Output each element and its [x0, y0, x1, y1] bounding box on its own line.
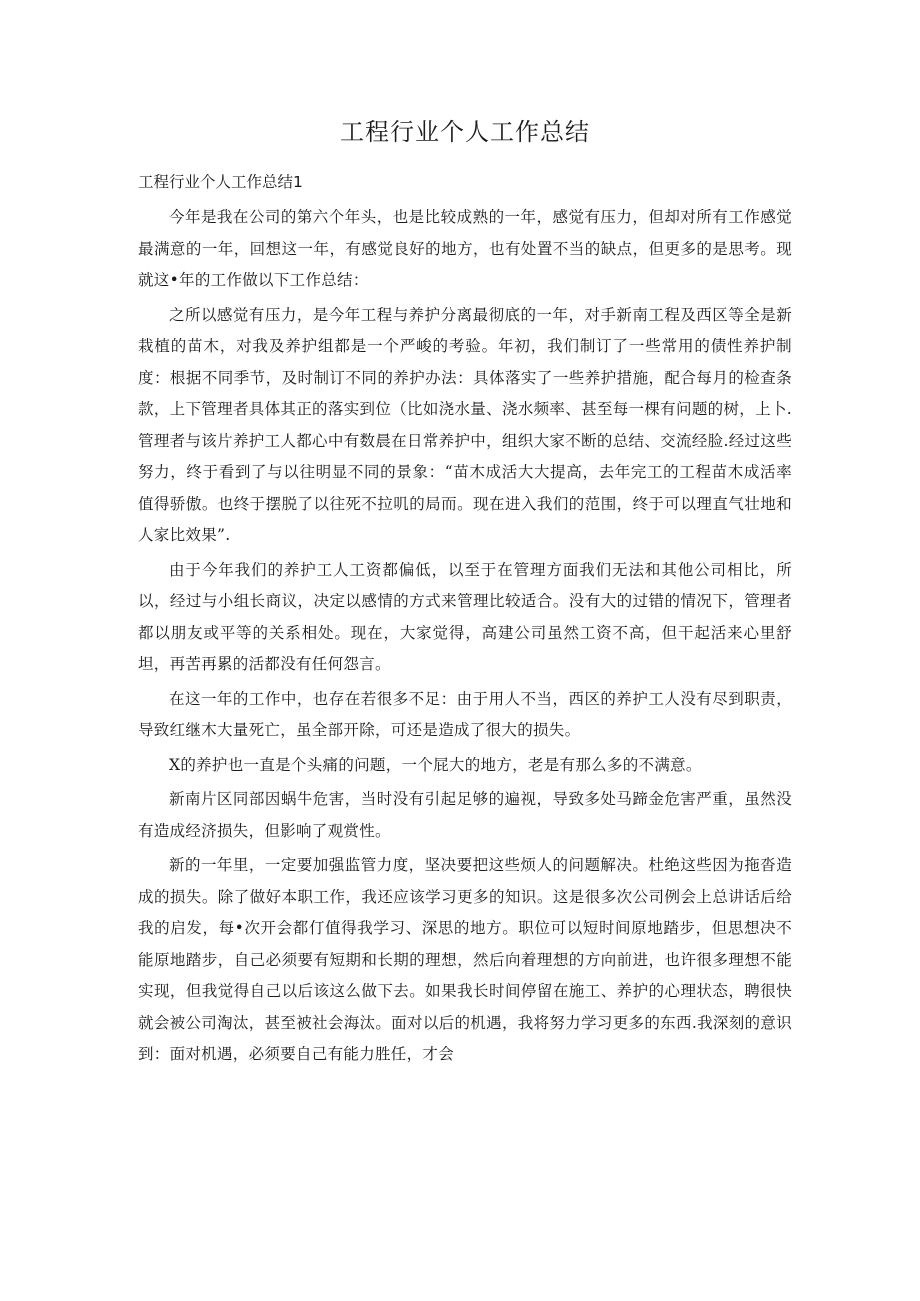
document-title: 工程行业个人工作总结	[340, 118, 590, 146]
paragraph-1: 今年是我在公司的第六个年头，也是比较成熟的一年，感觉有压力，但却对所有工作感觉最满意的一年，回想这一年，有感觉良好的地方，也有处置不当的缺点，但更多的是思考。现就这•年的工作做以下工作总结：	[138, 208, 792, 289]
paragraph-3: 由于今年我们的养护工人工资都偏低，以至于在管理方面我们无法和其他公司相比，所以，经过与小组长商议，决定以感情的方式来管理比较适合。没有大的过错的情况下，管理者都以朋友或平等的关系相处。现在，大家觉得，高建公司虽然工资不高，但干起活来心里舒坦，再苦再累的活都没有任何怨言。	[138, 560, 792, 673]
paragraph-5: X的养护也一直是个头痛的问题，一个屁大的地方，老是有那么多的不满意。	[169, 755, 702, 774]
paragraph-4: 在这一年的工作中，也存在若很多不足：由于用人不当，西区的养护工人没有尽到职责，导致红继木大量死亡，虽全部开除，可还是造成了很大的损失。	[138, 689, 792, 739]
paragraph-6: 新南片区同部因蜗牛危害，当时没有引起足够的遍视，导致多处马蹄金危害严重，虽然没有造成经济损失，但影响了观赏性。	[138, 790, 792, 840]
paragraph-2: 之所以感觉有压力，是今年工程与养护分离最彻底的一年，对手新南工程及西区等全是新栽植的苗木，对我及养护组都是一个严峻的考验。年初，我们制订了一些常用的债性养护制度：根据不同季节，及时制订不同的养护办法：具体落实了一些养护措施，配合每月的检查条款，上下管理者具体其正的落实到位（比如浇水量、浇水频率、甚至每一棵有问题的树，上卜.管理者与该片养护工人都心中有数晨在日常养护中，组织大家不断的总结、交流经脸.经过这些努力，终于看到了与以往明显不同的景象：“苗木成活大大提高，去年完工的工程苗木成活率值得骄傲。也终于摆脱了以往死不拉叽的局而。现在进入我们的范围，终于可以理直气壮地和人家比效果”.	[138, 305, 792, 544]
section-heading: 工程行业个人工作总结1	[138, 173, 303, 191]
paragraph-7: 新的一年里，一定要加强监管力度，坚决要把这些烦人的问题解决。杜绝这些因为拖沓造成的损失。除了做好本职工作，我还应该学习更多的知识。这是很多次公司例会上总讲话后给我的启发，每•次开会都仃值得我学习、深思的地方。职位可以短时间原地踏步，但思想决不能原地踏步，自己必须要有短期和长期的理想，然后向着理想的方向前进，也许很多理想不能实现，但我觉得自己以后该这么做下去。如果我长时间停留在施工、养护的心理状态，聘很快就会被公司淘汰，甚至被社会海汰。面对以后的机遇，我将努力学习更多的东西.我深刻的意识到：面对机遇，必须要自己有能力胜任，才会	[138, 856, 792, 1063]
